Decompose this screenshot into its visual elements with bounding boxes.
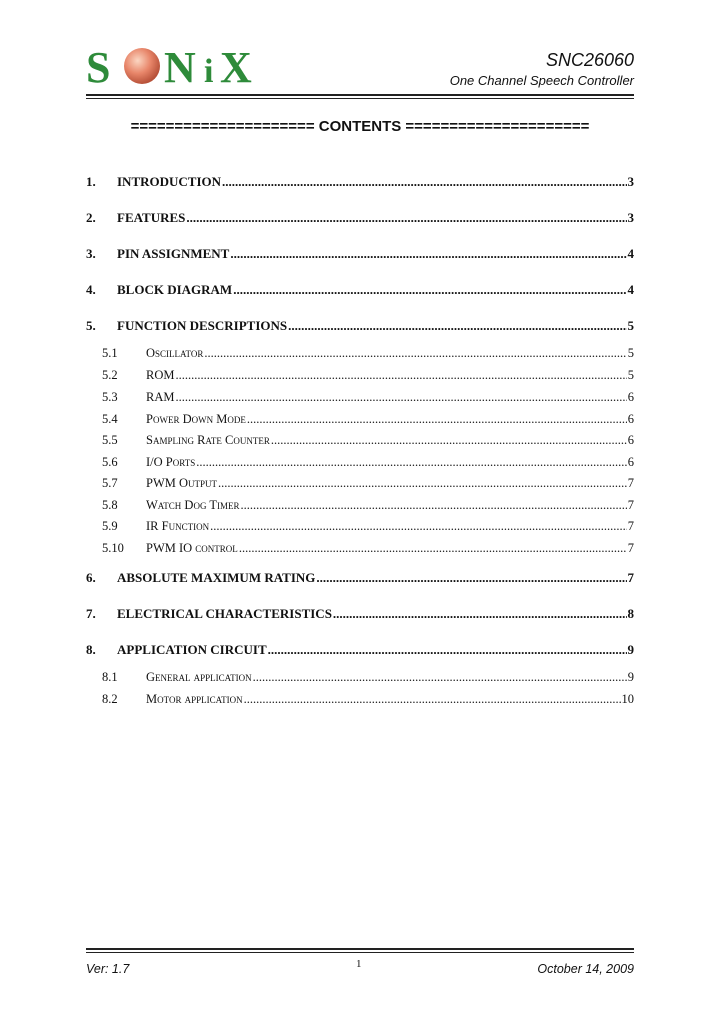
toc-entry-number: 5.8 (102, 498, 118, 512)
toc-entry[interactable] (86, 282, 634, 298)
toc-entry-page: 7 (627, 498, 634, 512)
toc-dot-leader (288, 318, 626, 334)
toc-entry[interactable] (86, 433, 634, 448)
toc-entry-title: Watch Dog Timer (146, 498, 240, 512)
toc-entry-title: ABSOLUTE MAXIMUM RATING (117, 570, 316, 585)
toc-entry-number: 4. (86, 282, 96, 297)
toc-entry-number: 3. (86, 246, 96, 261)
toc-dot-leader (222, 174, 626, 190)
toc-entry-title: ROM (146, 368, 175, 382)
toc-entry-title: FUNCTION DESCRIPTIONS (117, 318, 288, 333)
toc-entry[interactable] (86, 519, 634, 534)
toc-entry[interactable] (86, 476, 634, 491)
toc-entry[interactable] (86, 642, 634, 658)
toc-entry[interactable] (86, 412, 634, 427)
header-rule-thin (86, 98, 634, 99)
toc-entry-number: 5.5 (102, 433, 118, 447)
toc-entry-title: FEATURES (117, 210, 186, 225)
toc-entry[interactable] (86, 498, 634, 513)
toc-entry-page: 3 (627, 210, 634, 225)
toc-entry[interactable] (86, 541, 634, 556)
toc-entry[interactable] (86, 318, 634, 334)
toc-entry-title: ELECTRICAL CHARACTERISTICS (117, 606, 332, 621)
toc-entry-page: 6 (627, 412, 634, 426)
toc-entry-number: 5.9 (102, 519, 118, 533)
toc-entry-page: 10 (621, 692, 634, 706)
logo-text: SONiX (86, 42, 90, 43)
toc-dot-leader (268, 642, 627, 658)
toc-dot-leader (233, 282, 626, 298)
toc-entry-page: 5 (627, 368, 634, 382)
toc-entry-number: 2. (86, 210, 96, 225)
header-rule (86, 94, 634, 96)
toc-entry-title: BLOCK DIAGRAM (117, 282, 233, 297)
toc-entry-page: 7 (627, 541, 634, 555)
toc-entry[interactable] (86, 346, 634, 361)
toc-entry-number: 5. (86, 318, 96, 333)
toc-dot-leader (218, 476, 627, 491)
toc-entry[interactable] (86, 368, 634, 383)
toc-entry[interactable] (86, 670, 634, 685)
toc-entry-page: 6 (627, 455, 634, 469)
toc-entry-title: Sampling Rate Counter (146, 433, 270, 447)
toc-entry-number: 5.1 (102, 346, 118, 360)
toc-entry[interactable] (86, 606, 634, 622)
toc-entry-number: 5.10 (102, 541, 124, 555)
toc-entry-title: APPLICATION CIRCUIT (117, 642, 267, 657)
toc-dot-leader (244, 692, 621, 707)
svg-text:S: S (86, 43, 111, 86)
document-subtitle: One Channel Speech Controller (449, 73, 634, 88)
svg-text:N: N (164, 43, 196, 86)
svg-text:X: X (220, 43, 252, 86)
toc-entry-title: IR Function (146, 519, 210, 533)
toc-entry-page: 6 (627, 390, 634, 404)
toc-entry-page: 9 (627, 670, 634, 684)
toc-entry-number: 1. (86, 174, 96, 189)
toc-entry-title: RAM (146, 390, 175, 404)
toc-dot-leader (241, 498, 627, 513)
toc-dot-leader (239, 541, 627, 556)
toc-entry-title: INTRODUCTION (117, 174, 222, 189)
toc-entry-page: 6 (627, 433, 634, 447)
toc-entry-title: PIN ASSIGNMENT (117, 246, 230, 261)
toc-entry-number: 5.2 (102, 368, 118, 382)
footer-rule-thin (86, 952, 634, 953)
toc-entry-number: 8.2 (102, 692, 118, 706)
footer-rule (86, 948, 634, 950)
toc-entry-title: PWM IO control (146, 541, 238, 555)
toc-dot-leader (186, 210, 626, 226)
toc-entry-page: 8 (627, 606, 634, 621)
toc-entry-number: 5.7 (102, 476, 118, 490)
svg-text:i: i (204, 53, 214, 86)
toc-entry-number: 7. (86, 606, 96, 621)
toc-dot-leader (230, 246, 626, 262)
toc-entry-page: 3 (627, 174, 634, 189)
version-label: Ver: 1.7 (86, 962, 130, 976)
toc-entry[interactable] (86, 455, 634, 470)
toc-entry-title: General application (146, 670, 252, 684)
toc-entry-title: Power Down Mode (146, 412, 246, 426)
toc-entry[interactable] (86, 390, 634, 405)
toc-entry-number: 8.1 (102, 670, 118, 684)
toc-entry[interactable] (86, 210, 634, 226)
toc-entry-title: Motor application (146, 692, 243, 706)
contents-heading: ===================== CONTENTS ===================== (130, 118, 590, 135)
toc-entry-page: 7 (627, 476, 634, 490)
toc-entry[interactable] (86, 692, 634, 707)
toc-dot-leader (196, 455, 627, 470)
toc-entry-number: 5.3 (102, 390, 118, 404)
toc-entry-number: 5.4 (102, 412, 118, 426)
page-number: 1 (356, 958, 362, 970)
toc-dot-leader (271, 433, 627, 448)
toc-entry-page: 4 (627, 246, 634, 261)
toc-entry-title: PWM Output (146, 476, 218, 490)
document-date: October 14, 2009 (537, 962, 634, 976)
toc-entry-title: Oscillator (146, 346, 204, 360)
sonix-logo (86, 42, 266, 86)
toc-entry-page: 9 (627, 642, 634, 657)
toc-entry[interactable] (86, 174, 634, 190)
toc-entry-number: 5.6 (102, 455, 118, 469)
toc-entry-page: 4 (627, 282, 634, 297)
toc-entry-page: 5 (627, 346, 634, 360)
toc-entry[interactable] (86, 246, 634, 262)
toc-entry-page: 5 (627, 318, 634, 333)
part-number: SNC26060 (545, 50, 634, 70)
toc-dot-leader (175, 368, 626, 383)
toc-dot-leader (210, 519, 627, 534)
toc-dot-leader (247, 412, 627, 427)
toc-dot-leader (253, 670, 627, 685)
toc-entry[interactable] (86, 570, 634, 586)
toc-dot-leader (333, 606, 627, 622)
toc-entry-title: I/O Ports (146, 455, 196, 469)
toc-entry-page: 7 (627, 519, 634, 533)
toc-dot-leader (316, 570, 626, 586)
toc-dot-leader (175, 390, 626, 405)
toc-entry-page: 7 (627, 570, 634, 585)
toc-dot-leader (204, 346, 626, 361)
toc-entry-number: 8. (86, 642, 96, 657)
toc-entry-number: 6. (86, 570, 96, 585)
document-title-block (450, 50, 634, 89)
